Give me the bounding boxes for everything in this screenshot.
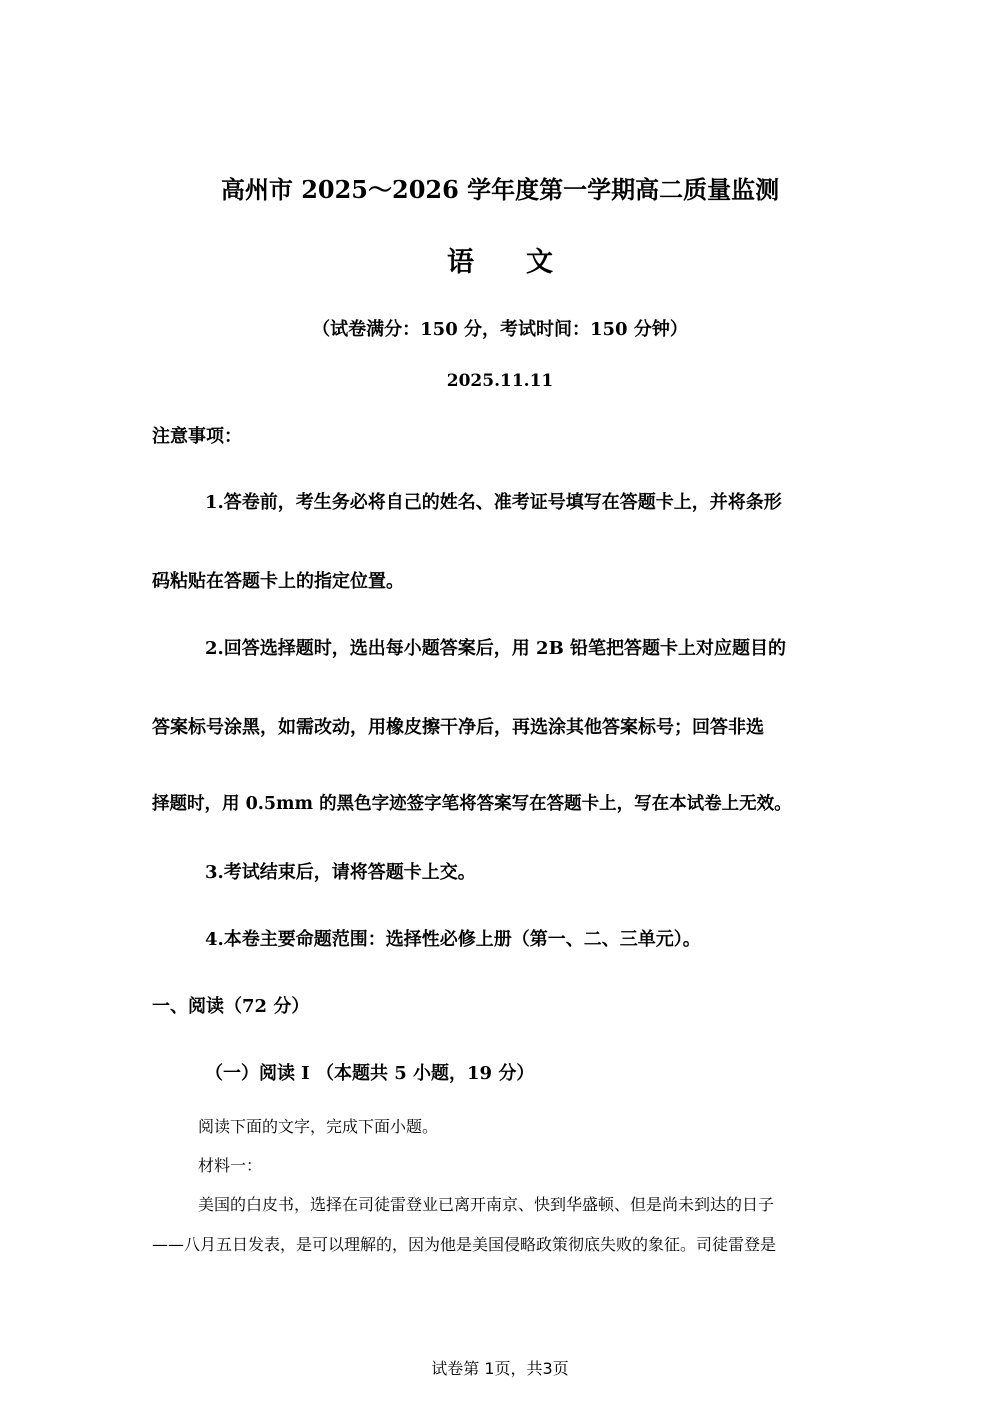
section-part-1: 一、阅读（72 分） [152, 996, 310, 1017]
notice-item-1-line-2: 码粘贴在答题卡上的指定位置。 [152, 571, 404, 592]
page-footer: 试卷第 1页，共3页 [431, 1359, 569, 1378]
exam-date: 2025.11.11 [446, 371, 554, 391]
reading-paragraph-line-2: ——八月五日发表，是可以理解的，因为他是美国侵略政策彻底失败的象征。司徒雷登是 [152, 1235, 777, 1254]
material-label: 材料一： [198, 1156, 263, 1175]
notice-item-2-line-2: 答案标号涂黑，如需改动，用橡皮擦干净后，再选涂其他答案标号；回答非选 [152, 717, 764, 738]
reading-instruction: 阅读下面的文字，完成下面小题。 [198, 1117, 439, 1136]
subject-char-2: 文 [526, 247, 553, 278]
notice-item-3: 3.考试结束后，请将答题卡上交。 [205, 862, 476, 883]
subject-char-1: 语 [447, 247, 474, 278]
notice-item-1-line-1: 1.答卷前，考生务必将自己的姓名、准考证号填写在答题卡上，并将条形 [205, 492, 782, 513]
exam-meta: （试卷满分：150 分，考试时间：150 分钟） [312, 319, 688, 340]
subject-heading [0, 240, 1000, 279]
notice-heading: 注意事项： [152, 426, 242, 447]
exam-title: 高州市 2025～2026 学年度第一学期高二质量监测 [220, 175, 780, 204]
reading-paragraph-line-1: 美国的白皮书，选择在司徒雷登业已离开南京、快到华盛顿、但是尚未到达的日子 [198, 1195, 775, 1214]
notice-item-2-line-1: 2.回答选择题时，选出每小题答案后，用 2B 铅笔把答题卡上对应题目的 [205, 638, 787, 659]
notice-item-4: 4.本卷主要命题范围：选择性必修上册（第一、二、三单元）。 [205, 929, 701, 950]
notice-item-2-line-3: 择题时，用 0.5mm 的黑色字迹签字笔将答案写在答题卡上，写在本试卷上无效。 [152, 794, 792, 814]
section-part-1-sub: （一）阅读 I （本题共 5 小题，19 分） [205, 1063, 535, 1084]
